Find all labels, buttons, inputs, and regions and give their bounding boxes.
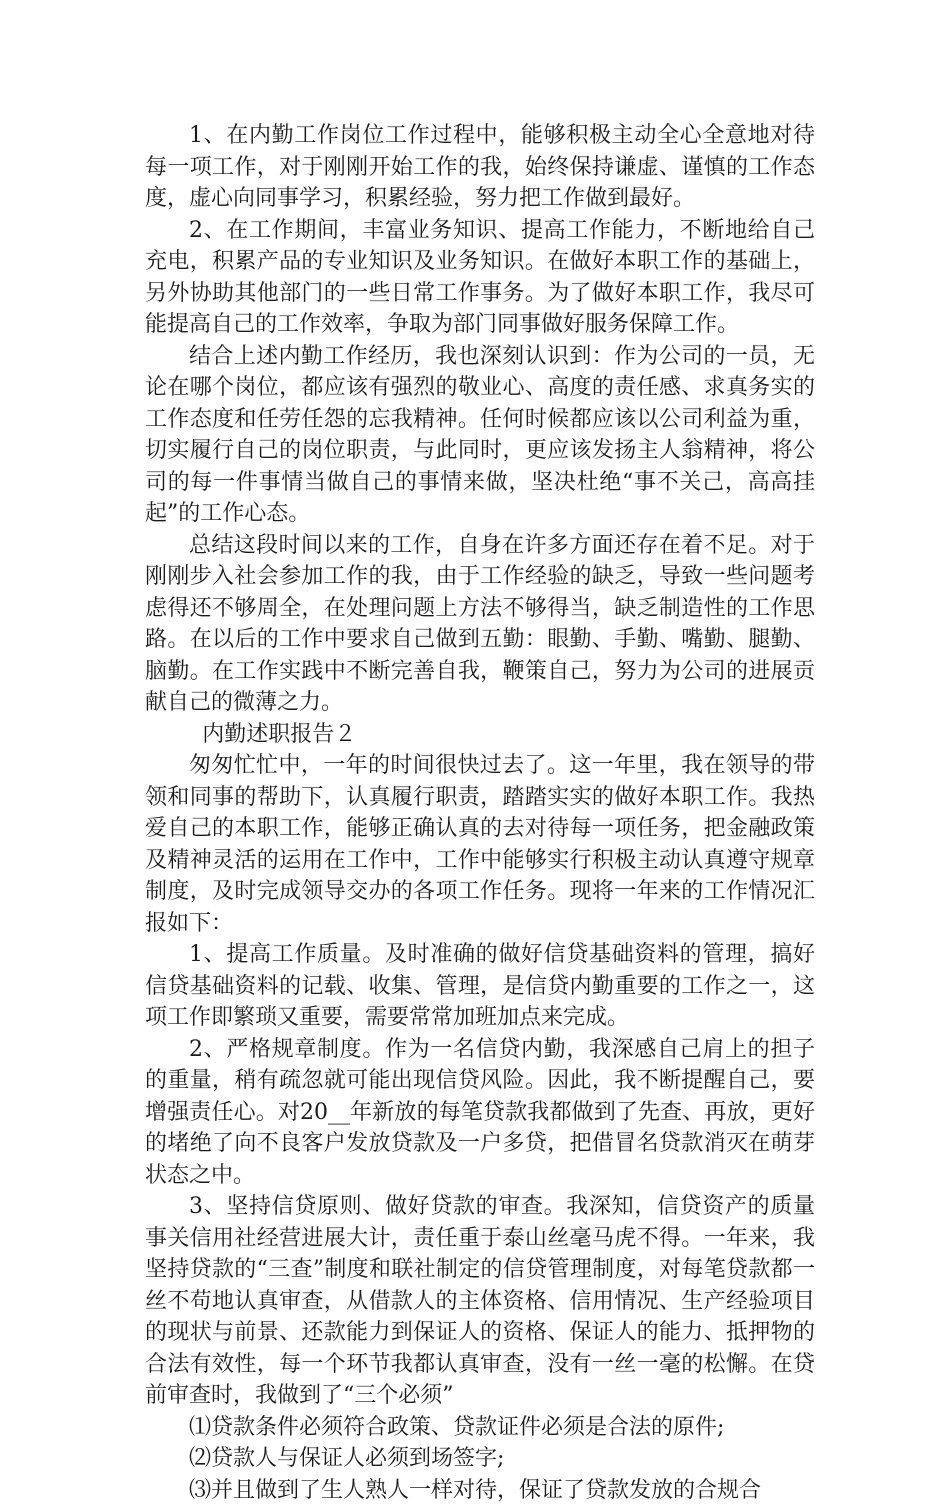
paragraph-loan-review: 3、坚持信贷原则、做好贷款的审查。我深知，信贷资产的质量事关信用社经营进展大计，责任重于泰山丝毫马虎不得。一年来，我坚持贷款的“三查”制度和联社制定的信贷管理制度，对每笔贷款都一丝不苟地认真审查，从借款人的主体资格、信用情况、生产经验项目的现状与前景、还款能力到保证人的资格、保证人的能力、抵押物的合法有效性，每一个环节我都认真审查，没有一丝一毫的松懈。在贷前审查时，我做到了“三个必须” (145, 1191, 815, 1412)
paragraph-business-knowledge: 2、在工作期间，丰富业务知识、提高工作能力，不断地给自己充电，积累产品的专业知识及业务知识。在做好本职工作的基础上，另外协助其他部门的一些日常工作事务。为了做好本职工作，我尽可能提高自己的工作效率，争取为部门同事做好服务保障工作。 (145, 215, 815, 341)
list-item-condition-1: ⑴贷款条件必须符合政策、贷款证件必须是合法的原件; (145, 1412, 815, 1444)
paragraph-reflection: 结合上述内勤工作经历，我也深刻认识到：作为公司的一员，无论在哪个岗位，都应该有强烈的敬业心、高度的责任感、求真务实的工作态度和任劳任怨的忘我精神。任何时候都应该以公司利益为重，切实履行自己的岗位职责，与此同时，更应该发扬主人翁精神，将公司的每一件事情当做自己的事情来做，坚决杜绝“事不关己，高高挂起”的工作心态。 (145, 341, 815, 530)
section-heading-report-2: 内勤述职报告２ (145, 719, 815, 751)
paragraph-rules: 2、严格规章制度。作为一名信贷内勤，我深感自己肩上的担子的重量，稍有疏忽就可能出现信贷风险。因此，我不断提醒自己，要增强责任心。对20__年新放的每笔贷款我都做到了先查、再放，更好的堵绝了向不良客户发放贷款及一户多贷，把借冒名贷款消灭在萌芽状态之中。 (145, 1034, 815, 1192)
document-body (145, 120, 815, 1506)
paragraph-shortcomings: 总结这段时间以来的工作，自身在许多方面还存在着不足。对于刚刚步入社会参加工作的我，由于工作经验的缺乏，导致一些问题考虑得还不够周全，在处理问题上方法不够得当，缺乏制造性的工作思路。在以后的工作中要求自己做到五勤：眼勤、手勤、嘴勤、腿勤、脑勤。在工作实践中不断完善自我，鞭策自己，努力为公司的进展贡献自己的微薄之力。 (145, 530, 815, 719)
paragraph-year-summary: 匆匆忙忙中，一年的时间很快过去了。这一年里，我在领导的带领和同事的帮助下，认真履行职责，踏踏实实的做好本职工作。我热爱自己的本职工作，能够正确认真的去对待每一项任务，把金融政策及精神灵活的运用在工作中，工作中能够实行积极主动认真遵守规章制度，及时完成领导交办的各项工作任务。现将一年来的工作情况汇报如下： (145, 750, 815, 939)
paragraph-work-attitude: 1、在内勤工作岗位工作过程中，能够积极主动全心全意地对待每一项工作，对于刚刚开始工作的我，始终保持谦虚、谨慎的工作态度，虚心向同事学习，积累经验，努力把工作做到最好。 (145, 120, 815, 215)
list-item-condition-3: ⑶并且做到了生人熟人一样对待，保证了贷款发放的合规合 (145, 1475, 815, 1506)
list-item-condition-2: ⑵贷款人与保证人必须到场签字; (145, 1443, 815, 1475)
paragraph-work-quality: 1、提高工作质量。及时准确的做好信贷基础资料的管理，搞好信贷基础资料的记载、收集、管理，是信贷内勤重要的工作之一，这项工作即繁琐又重要，需要常常加班加点来完成。 (145, 939, 815, 1034)
